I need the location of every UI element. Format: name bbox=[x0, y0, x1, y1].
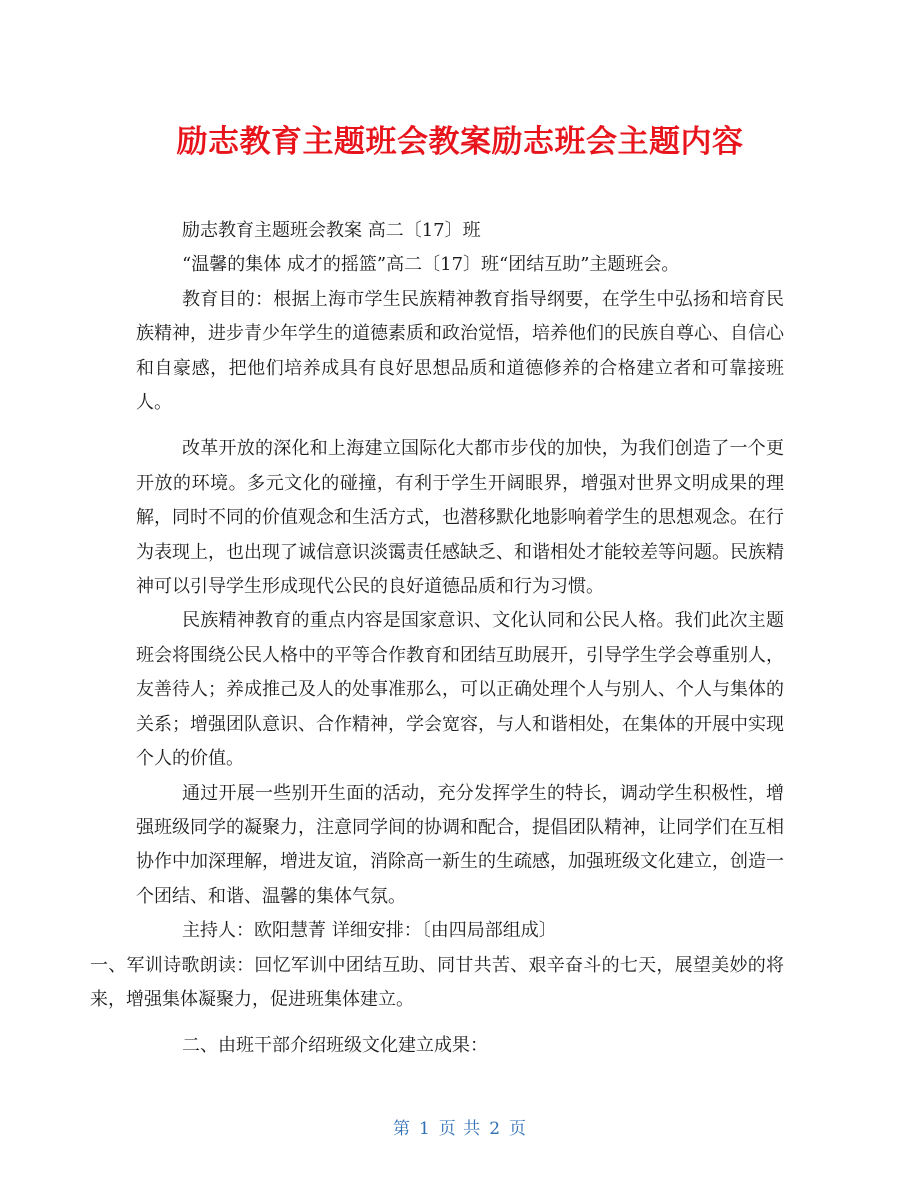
paragraph-host: 主持人：欧阳慧菁 详细安排：〔由四局部组成〕 bbox=[182, 920, 557, 942]
paragraph-meeting-theme: “温馨的集体 成才的摇篮”高二〔17〕班“团结互助”主题班会。 bbox=[182, 254, 680, 276]
paragraph-class-info: 励志教育主题班会教案 高二〔17〕班 bbox=[182, 220, 481, 241]
paragraph-key-content: 民族精神教育的重点内容是国家意识、文化认同和公民人格。我们此次主题班会将围绕公民人格中的平等合作教育和团结互助展开，引导学生学会尊重别人，友善待人；养成推己及人的处事准那么，可以正确处理个人与别人、个人与集体的关系；增强团队意识、合作精神，学会宽容，与人和谐相处，在集体的开展中实现个人的价值。 bbox=[136, 610, 784, 770]
footer-total-pages: 2 bbox=[489, 1119, 502, 1139]
paragraph-education-goal: 教育目的：根据上海市学生民族精神教育指导纲要，在学生中弘扬和培育民族精神，进步青少年学生的道德素质和政治觉悟，培养他们的民族自尊心、自信心和自豪感，把他们培养成具有良好思想品质和道德修养的合格建立者和可靠接班人。 bbox=[136, 288, 784, 414]
paragraph-section-two: 二、由班干部介绍班级文化建立成果： bbox=[182, 1035, 488, 1057]
page-number-footer bbox=[0, 1114, 920, 1139]
document-title: 励志教育主题班会教案励志班会主题内容 bbox=[176, 124, 744, 160]
paragraph-activities: 通过开展一些别开生面的活动，充分发挥学生的特长，调动学生积极性，增强班级同学的凝聚力，注意同学间的协调和配合，提倡团队精神，让同学们在互相协作中加深理解，增进友谊，消除高一新生的生疏感，加强班级文化建立，创造一个团结、和谐、温馨的集体气氛。 bbox=[136, 782, 784, 907]
footer-prefix: 第 bbox=[392, 1119, 411, 1139]
paragraph-section-one: 一、军训诗歌朗读：回忆军训中团结互助、同甘共苦、艰辛奋斗的七天，展望美妙的将来，增强集体凝聚力，促进班集体建立。 bbox=[90, 954, 784, 1010]
paragraph-background: 改革开放的深化和上海建立国际化大都市步伐的加快，为我们创造了一个更开放的环境。多元文化的碰撞，有利于学生开阔眼界，增强对世界文明成果的理解，同时不同的价值观念和生活方式，也潜移默化地影响着学生的思想观念。在行为表现上，也出现了诚信意识淡霭责任感缺乏、和谐相处才能较差等问题。民族精神可以引导学生形成现代公民的良好道德品质和行为习惯。 bbox=[136, 438, 784, 598]
footer-suffix: 页 bbox=[509, 1119, 528, 1139]
footer-middle: 页 共 bbox=[438, 1119, 482, 1139]
footer-current-page: 1 bbox=[418, 1119, 431, 1139]
document-body bbox=[90, 214, 784, 1064]
